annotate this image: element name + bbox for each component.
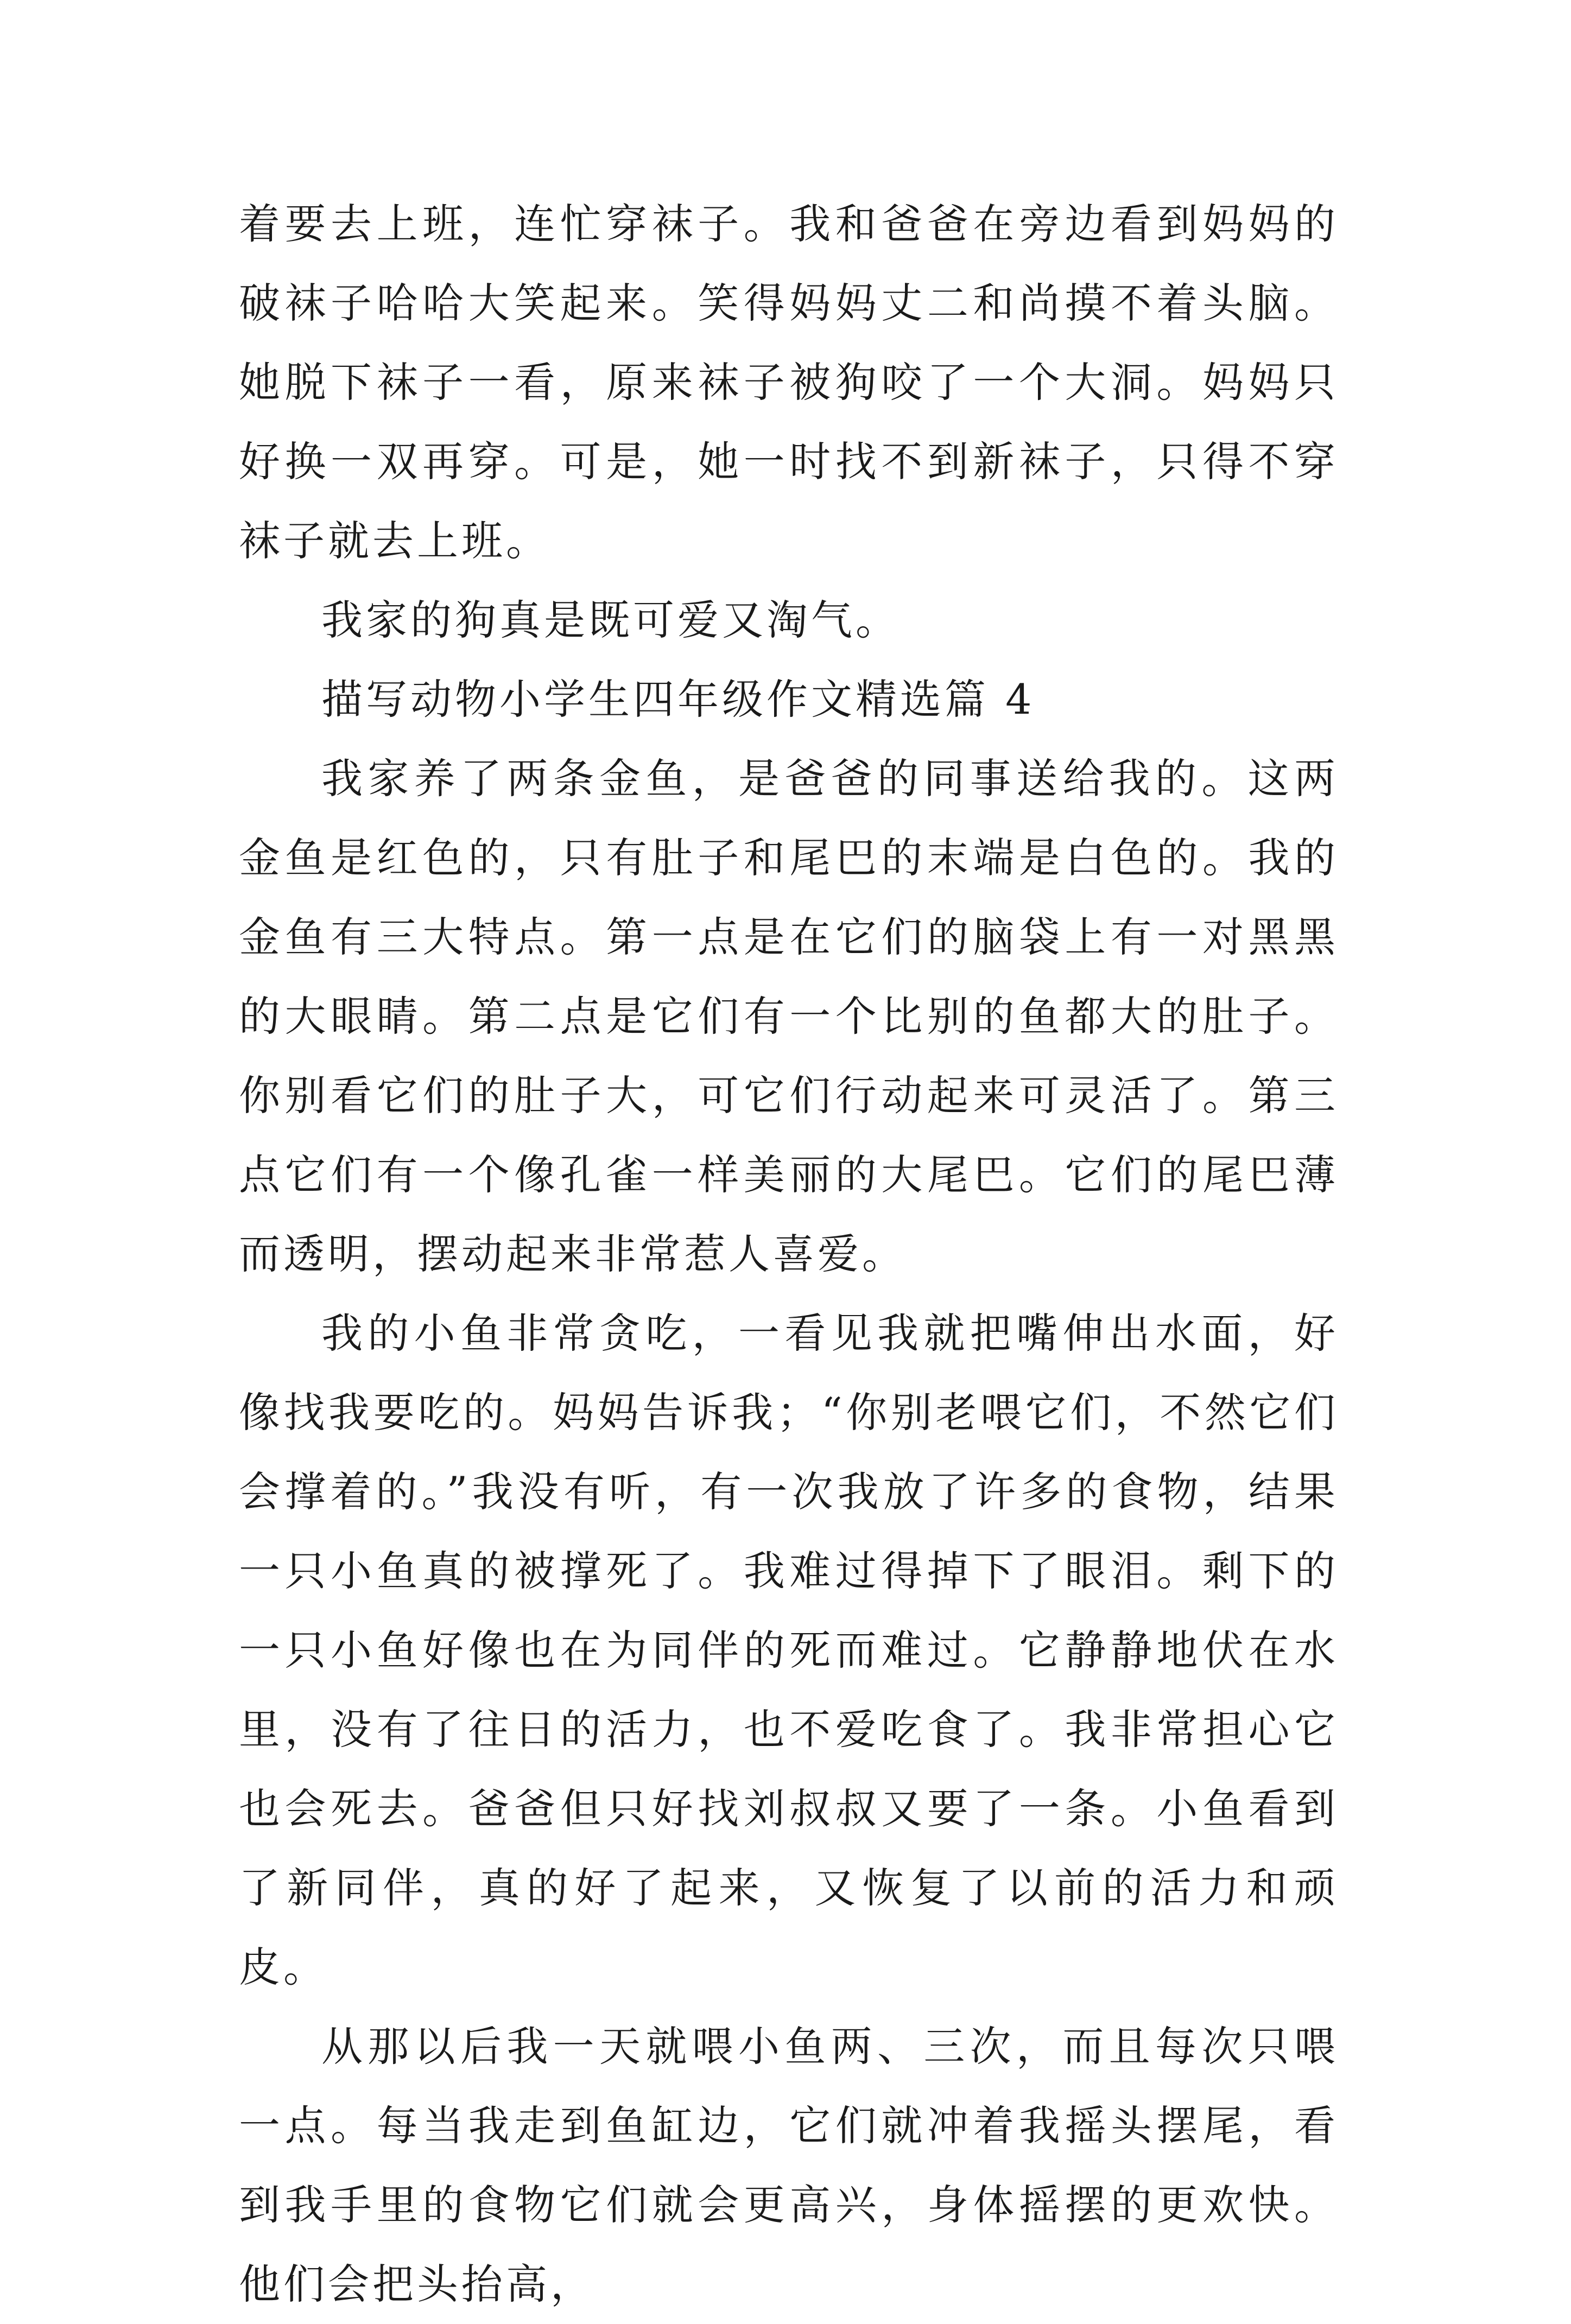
body-paragraph: 从那以后我一天就喂小鱼两、三次，而且每次只喂一点。每当我走到鱼缸边，它们就冲着我摇头摆尾，看到我手里的食物它们就会更高兴，身体摇摆的更欢快。他们会把头抬高， — [239, 2022, 1339, 2308]
document-body — [239, 185, 1339, 2324]
body-paragraph: 我家养了两条金鱼，是爸爸的同事送给我的。这两金鱼是红色的，只有肚子和尾巴的末端是白色的。我的金鱼有三大特点。第一点是在它们的脑袋上有一对黑黑的大眼睛。第二点是它们有一个比别的鱼都大的肚子。你别看它们的肚子大，可它们行动起来可灵活了。第三点它们有一个像孔雀一样美丽的大尾巴。它们的尾巴薄而透明，摆动起来非常惹人喜爱。 — [239, 754, 1339, 1278]
body-paragraph: 我的小鱼非常贪吃，一看见我就把嘴伸出水面，好像找我要吃的。妈妈告诉我；“你别老喂它们，不然它们会撑着的。”我没有听，有一次我放了许多的食物，结果一只小鱼真的被撑死了。我难过得掉下了眼泪。剩下的一只小鱼好像也在为同伴的死而难过。它静静地伏在水里，没有了往日的活力，也不爱吃食了。我非常担心它也会死去。爸爸但只好找刘叔叔又要了一条。小鱼看到了新同伴，真的好了起来，又恢复了以前的活力和顽皮。 — [239, 1309, 1339, 1991]
section-title: 描写动物小学生四年级作文精选篇 4 — [321, 675, 1035, 723]
continued-paragraph: 着要去上班，连忙穿袜子。我和爸爸在旁边看到妈妈的破袜子哈哈大笑起来。笑得妈妈丈二和尚摸不着头脑。她脱下袜子一看，原来袜子被狗咬了一个大洞。妈妈只好换一双再穿。可是，她一时找不到新袜子，只得不穿袜子就去上班。 — [239, 200, 1339, 565]
closing-line: 我家的狗真是既可爱又淘气。 — [321, 596, 900, 644]
